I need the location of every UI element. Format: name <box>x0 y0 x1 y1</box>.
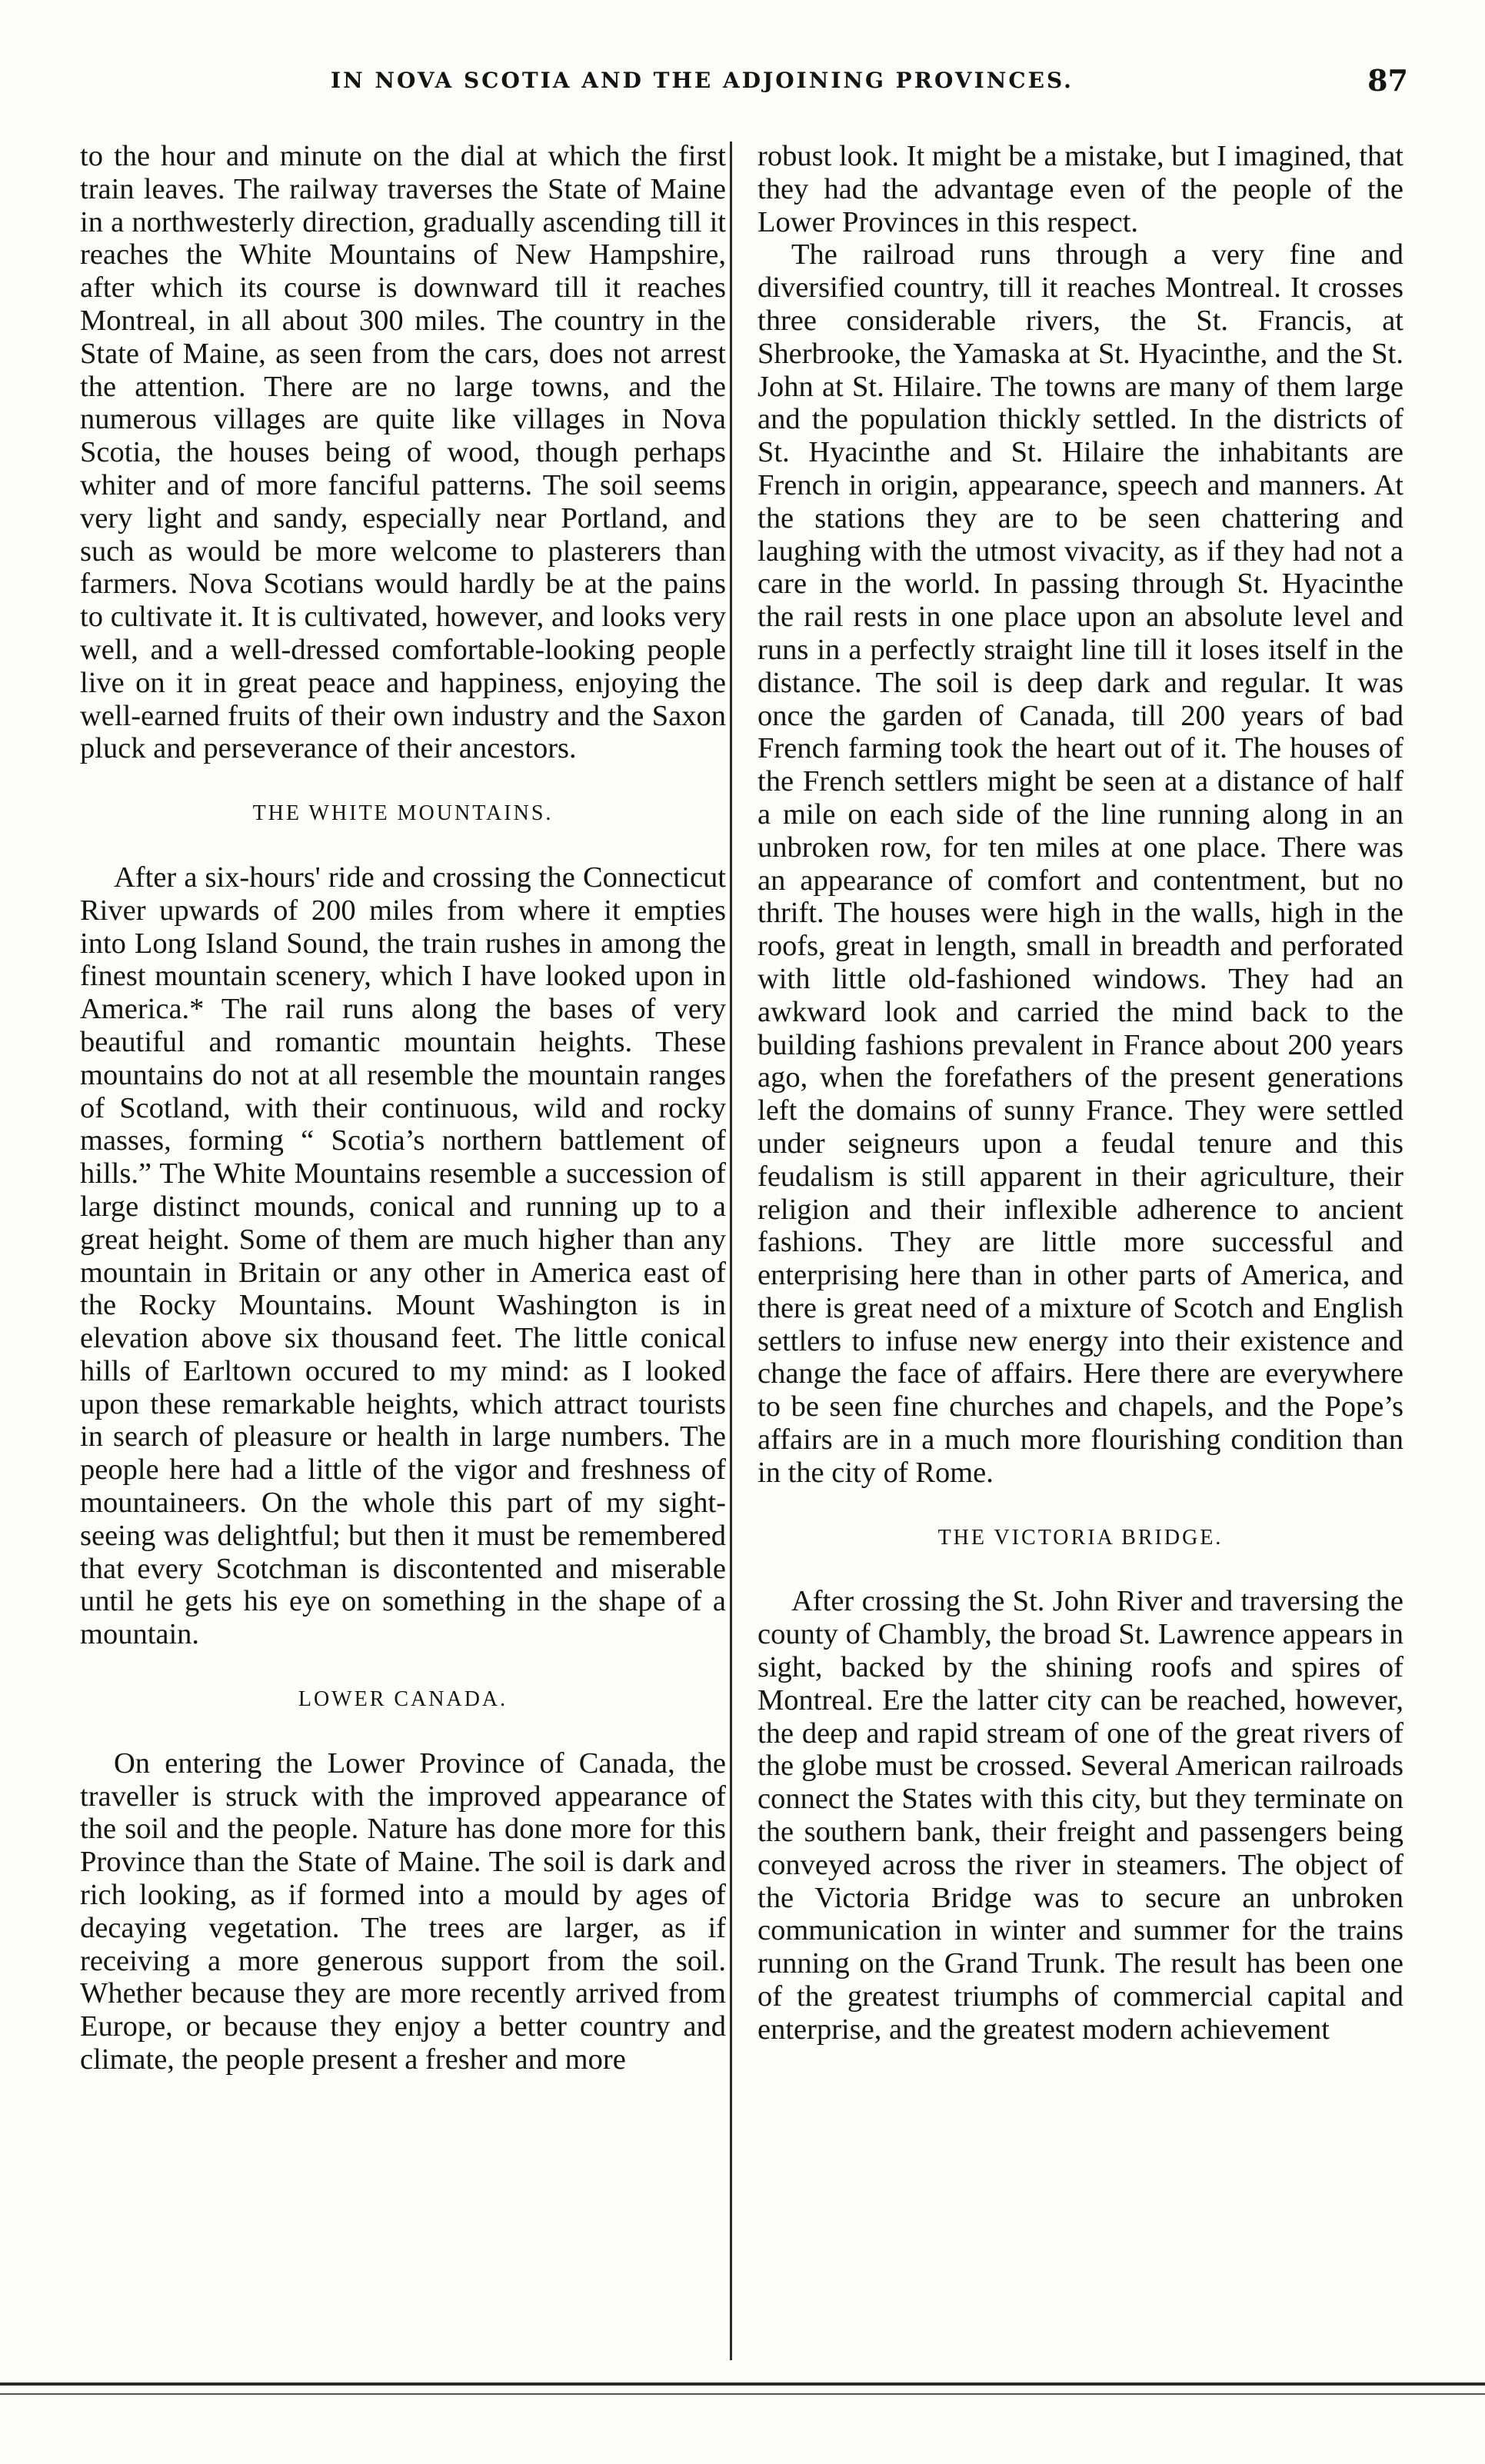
paragraph: After a six-hours' ride and crossing the Connecticut River upwards of 200 miles from where it empties into Long Island Sound, the train rushes in among the finest mountain scenery, which I have looked upon in America.* The rail runs along the bases of very beautiful and romantic mountain heights. These mountains do not at all resemble the mountain ranges of Scotland, with their continuous, wild and rocky masses, forming “ Scotia’s northern battlement of hills.” The White Mountains resemble a succession of large distinct mounds, conical and running up to a great height. Some of them are much higher than any mountain in Britain or any other in America east of the Rocky Mountains. Mount Washington is in elevation above six thousand feet. The little conical hills of Earltown occured to my mind: as I looked upon these remarkable heights, which attract tourists in search of pleasure or health in large numbers. The people here had a little of the vigor and freshness of mountaineers. On the whole this part of my sight-seeing was delightful; but then it must be remembered that every Scotchman is discontented and miserable until he gets his eye on something in the shape of a mountain. <box>80 861 726 1651</box>
paragraph: to the hour and minute on the dial at which the first train leaves. The railway traverses the State of Maine in a northwesterly direction, gradually ascending till it reaches the White Mountains of New Hampshire, after which its course is downward till it reaches Montreal, in all about 300 miles. The country in the State of Maine, as seen from the cars, does not arrest the attention. There are no large towns, and the numerous villages are quite like villages in Nova Scotia, the houses being of wood, though perhaps whiter and of more fanciful patterns. The soil seems very light and sandy, especially near Portland, and such as would be more welcome to plasterers than farmers. Nova Scotians would hardly be at the pains to cultivate it. It is cultivated, however, and looks very well, and a well-dressed comfortable-looking people live on it in great peace and happiness, enjoying the well-earned fruits of their own industry and the Saxon pluck and perseverance of their ancestors. <box>80 140 726 765</box>
bottom-border-thin <box>0 2393 1485 2395</box>
left-column <box>80 140 726 2076</box>
page-header <box>77 60 1431 106</box>
running-head: IN NOVA SCOTIA AND THE ADJOINING PROVINCES. <box>331 68 1074 93</box>
paragraph: After crossing the St. John River and traversing the county of Chambly, the broad St. Lawrence appears in sight, backed by the shining roofs and spires of Montreal. Ere the latter city can be reached, however, the deep and rapid stream of one of the great rivers of the globe must be crossed. Several American railroads connect the States with this city, but they terminate on the southern bank, their freight and passengers being conveyed across the river in steamers. The object of the Victoria Bridge was to secure an unbroken communication in winter and summer for the trains running on the Grand Trunk. The result has been one of the greatest triumphs of commercial capital and enterprise, and the greatest modern achievement <box>757 1585 1403 2046</box>
paragraph: robust look. It might be a mistake, but I imagined, that they had the advantage even of the people of the Lower Provinces in this respect. <box>757 140 1403 238</box>
page-number: 87 <box>1367 63 1408 98</box>
section-heading: LOWER CANADA. <box>298 1687 508 1712</box>
section-heading: THE WHITE MOUNTAINS. <box>252 801 554 826</box>
paragraph: The railroad runs through a very fine and diversified country, till it reaches Montreal. It crosses three considerable rivers, the St. Francis, at Sherbrooke, the Yamaska at St. Hyacinthe, and the St. John at St. Hilaire. The towns are many of them large and the population thickly settled. In the districts of St. Hyacinthe and St. Hilaire the inhabitants are French in origin, appearance, speech and manners. At the stations they are to be seen chattering and laughing with the utmost vivacity, as if they had not a care in the world. In passing through St. Hyacinthe the rail rests in one place upon an absolute level and runs in a perfectly straight line till it loses itself in the distance. The soil is deep dark and regular. It was once the garden of Canada, till 200 years of bad French farming took the heart out of it. The houses of the French settlers might be seen at a distance of half a mile on each side of the line running along in an unbroken row, for ten miles at one place. There was an appearance of comfort and contentment, but no thrift. The houses were high in the walls, high in the roofs, great in length, small in breadth and perforated with little old-fashioned windows. They had an awkward look and carried the mind back to the building fashions prevalent in France about 200 years ago, when the forefathers of the present generations left the domains of sunny France. They were settled under seigneurs upon a feudal tenure and this feudalism is still apparent in their agriculture, their religion and their inflexible adherence to ancient fashions. They are little more successful and enterprising here than in other parts of America, and there is great need of a mixture of Scotch and English settlers to infuse new energy into their existence and change the face of affairs. Here there are everywhere to be seen fine churches and chapels, and the Pope’s affairs are in a much more flourishing condition than in the city of Rome. <box>757 238 1403 1489</box>
section-heading: THE VICTORIA BRIDGE. <box>937 1525 1224 1550</box>
paragraph: On entering the Lower Province of Canada, the traveller is struck with the improved appearance of the soil and the people. Nature has done more for this Province than the State of Maine. The soil is dark and rich looking, as if formed into a mould by ages of decaying vegetation. The trees are larger, as if receiving a more generous support from the soil. Whether because they are more recently arrived from Europe, or because they enjoy a better country and climate, the people present a fresher and more <box>80 1746 726 2076</box>
bottom-border <box>0 2382 1485 2386</box>
right-column <box>757 140 1403 2046</box>
column-rule <box>730 142 732 2360</box>
